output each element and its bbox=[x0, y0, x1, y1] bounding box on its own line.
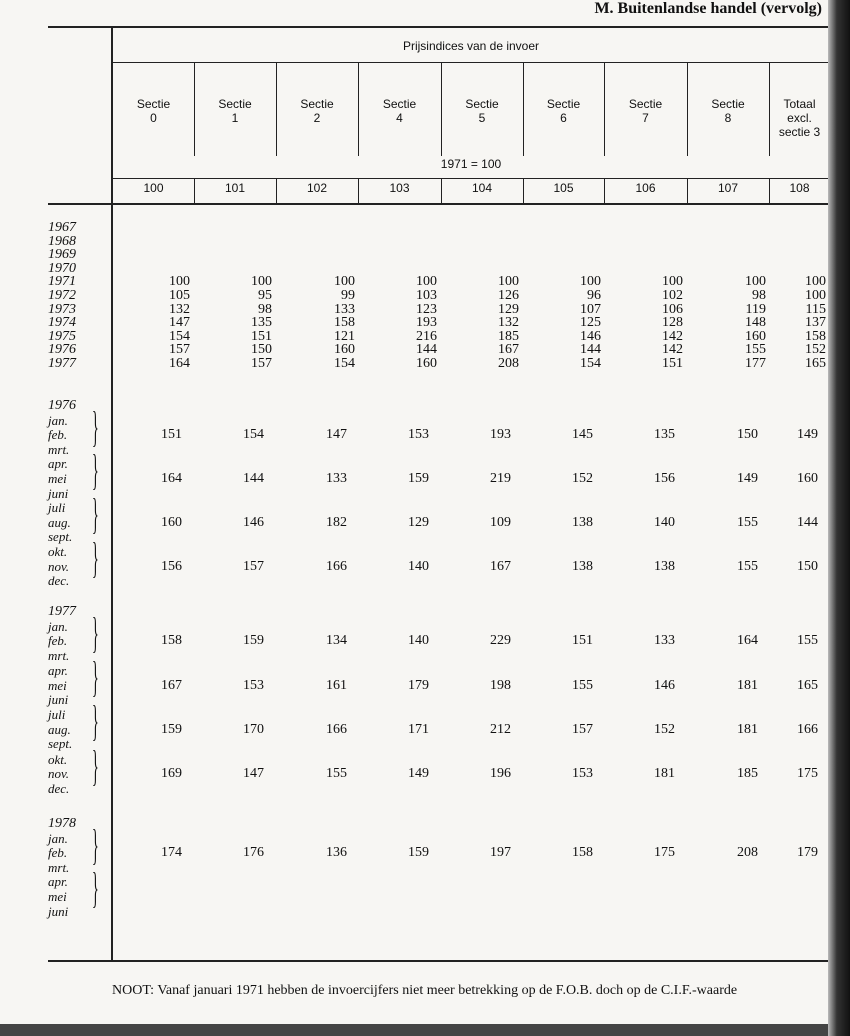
base-label: 1971 = 100 bbox=[440, 157, 502, 171]
running-head: M. Buitenlandse handel (vervolg) bbox=[594, 0, 822, 17]
table-cell: 179 bbox=[408, 677, 429, 693]
brace-icon: } bbox=[92, 406, 99, 453]
table-cell: 219 bbox=[490, 471, 511, 486]
table-cell: 100 bbox=[745, 274, 766, 290]
column-header-number: 2 bbox=[313, 111, 321, 125]
table-cell: 165 bbox=[805, 356, 826, 371]
table-cell: 109 bbox=[490, 514, 511, 530]
month-label: nov. bbox=[48, 766, 70, 782]
table-cell: 170 bbox=[243, 721, 264, 737]
table-cell: 142 bbox=[662, 328, 683, 344]
column-header-label: Sectie bbox=[136, 97, 171, 111]
table-cell: 129 bbox=[498, 301, 519, 317]
year-label: 1971 bbox=[48, 274, 76, 290]
table-cell: 181 bbox=[654, 766, 675, 782]
table-cell: 152 bbox=[654, 721, 675, 737]
table-cell: 147 bbox=[169, 315, 190, 331]
column-header-number: 1 bbox=[231, 111, 239, 125]
table-cell: 176 bbox=[243, 845, 264, 861]
table-cell: 133 bbox=[326, 471, 347, 486]
table-cell: 175 bbox=[654, 845, 675, 861]
column-header-label: Sectie bbox=[546, 97, 581, 111]
table-cell: 155 bbox=[797, 633, 818, 649]
column-header-number: 5 bbox=[478, 111, 486, 125]
column-code: 107 bbox=[717, 181, 739, 195]
column-header-number: 7 bbox=[642, 111, 649, 125]
column-header-label: Totaal bbox=[783, 97, 816, 111]
column-header bbox=[441, 97, 523, 125]
month-label: mei bbox=[48, 889, 67, 904]
month-label: mrt. bbox=[48, 647, 70, 663]
table-cell: 102 bbox=[662, 288, 683, 303]
month-label: nov. bbox=[48, 558, 70, 574]
column-code: 106 bbox=[635, 181, 656, 195]
month-label: mei bbox=[48, 677, 67, 693]
table-cell: 144 bbox=[243, 471, 264, 486]
table-cell: 96 bbox=[587, 288, 601, 303]
table-cell: 216 bbox=[416, 328, 437, 344]
table-cell: 155 bbox=[326, 766, 347, 782]
table-cell: 212 bbox=[490, 721, 511, 737]
table-cell: 98 bbox=[752, 288, 766, 303]
brace-icon: } bbox=[92, 824, 99, 871]
table-cell: 169 bbox=[161, 766, 182, 782]
table-cell: 158 bbox=[161, 633, 182, 649]
table-cell: 133 bbox=[334, 301, 355, 317]
column-header-number: 6 bbox=[560, 111, 567, 125]
month-label: jan. bbox=[48, 830, 68, 846]
year-label: 1970 bbox=[48, 260, 76, 276]
table-cell: 100 bbox=[334, 274, 355, 290]
table-cell: 156 bbox=[161, 558, 182, 574]
month-label: aug. bbox=[48, 514, 71, 530]
column-header-label: Sectie bbox=[382, 97, 417, 111]
column-header-label: Sectie bbox=[300, 97, 334, 111]
brace-icon: } bbox=[92, 450, 99, 497]
table-cell: 150 bbox=[737, 427, 758, 443]
table-cell: 193 bbox=[416, 315, 437, 331]
table-cell: 164 bbox=[161, 471, 182, 486]
table-cell: 154 bbox=[243, 427, 264, 443]
table-cell: 159 bbox=[408, 845, 429, 861]
table-cell: 155 bbox=[737, 558, 758, 574]
column-header-label: Sectie bbox=[218, 97, 252, 111]
table-cell: 153 bbox=[408, 427, 429, 443]
table-title: Prijsindices van de invoer bbox=[402, 39, 540, 53]
table-cell: 149 bbox=[408, 766, 429, 782]
month-label: mrt. bbox=[48, 441, 70, 457]
table-cell: 150 bbox=[251, 342, 272, 358]
table-cell: 142 bbox=[662, 342, 683, 358]
table-cell: 138 bbox=[572, 558, 593, 574]
brace-icon: } bbox=[92, 612, 99, 659]
table-cell: 154 bbox=[580, 356, 601, 371]
table-cell: 135 bbox=[251, 315, 272, 331]
brace-icon: } bbox=[92, 494, 99, 541]
table-cell: 193 bbox=[490, 427, 511, 443]
table-cell: 160 bbox=[161, 514, 182, 530]
month-label: juli bbox=[48, 707, 66, 723]
table-cell: 154 bbox=[169, 328, 190, 344]
year-label: 1969 bbox=[48, 247, 76, 263]
table-cell: 144 bbox=[416, 342, 437, 358]
table-cell: 155 bbox=[745, 342, 766, 358]
table-cell: 140 bbox=[408, 558, 429, 574]
table-cell: 153 bbox=[572, 766, 593, 782]
table-bottom-rule bbox=[48, 960, 830, 962]
table-cell: 181 bbox=[737, 677, 758, 693]
table-cell: 160 bbox=[745, 328, 766, 344]
table-cell: 100 bbox=[662, 274, 683, 290]
column-header bbox=[604, 97, 687, 125]
page-edge bbox=[828, 0, 850, 1036]
footnote: NOOT: Vanaf januari 1971 hebben de invoercijfers niet meer betrekking op de F.O.B. doch op de C.I.F.-waarde bbox=[112, 983, 738, 998]
table-cell: 167 bbox=[498, 342, 519, 358]
table-cell: 158 bbox=[572, 845, 593, 861]
table-cell: 140 bbox=[654, 514, 675, 530]
table-cell: 185 bbox=[737, 766, 758, 782]
table-cell: 161 bbox=[326, 677, 347, 693]
table-cell: 147 bbox=[326, 427, 347, 443]
year-label: 1976 bbox=[48, 342, 76, 358]
table-cell: 156 bbox=[654, 471, 675, 486]
column-code: 105 bbox=[553, 181, 574, 195]
column-header-label: Sectie bbox=[628, 97, 663, 111]
column-header-number: 8 bbox=[724, 111, 732, 125]
table-cell: 159 bbox=[243, 633, 264, 649]
column-header bbox=[769, 97, 830, 139]
table-cell: 119 bbox=[745, 301, 766, 317]
table-cell: 157 bbox=[169, 342, 190, 358]
column-code: 108 bbox=[789, 181, 810, 195]
year-label: 1973 bbox=[48, 301, 76, 317]
table-cell: 145 bbox=[572, 427, 593, 443]
table-cell: 159 bbox=[408, 471, 429, 486]
table-cell: 198 bbox=[490, 677, 511, 693]
table-cell: 165 bbox=[797, 677, 818, 693]
year-label: 1968 bbox=[48, 233, 76, 249]
column-header-number: 0 bbox=[150, 111, 157, 125]
stub-divider bbox=[111, 27, 113, 961]
table-cell: 151 bbox=[161, 427, 182, 443]
table-cell: 106 bbox=[662, 301, 683, 317]
brace-icon: } bbox=[92, 701, 99, 748]
table-cell: 167 bbox=[490, 558, 511, 574]
table-cell: 100 bbox=[805, 274, 826, 290]
month-label: mrt. bbox=[48, 859, 70, 875]
table-cell: 140 bbox=[408, 633, 429, 649]
table-cell: 179 bbox=[797, 845, 818, 861]
year-label: 1975 bbox=[48, 328, 76, 344]
table-cell: 197 bbox=[490, 845, 511, 861]
header-rule bbox=[112, 62, 830, 63]
table-cell: 171 bbox=[408, 721, 429, 737]
table-cell: 146 bbox=[243, 514, 264, 530]
table-cell: 159 bbox=[161, 721, 182, 737]
table-cell: 100 bbox=[416, 274, 437, 290]
column-header bbox=[276, 97, 358, 125]
table-cell: 148 bbox=[745, 315, 766, 331]
table-cell: 144 bbox=[580, 342, 601, 358]
table-cell: 100 bbox=[580, 274, 601, 290]
table-cell: 158 bbox=[805, 328, 826, 344]
month-label: feb. bbox=[48, 633, 68, 649]
table-cell: 126 bbox=[498, 288, 519, 303]
table-cell: 166 bbox=[326, 558, 347, 574]
table-cell: 166 bbox=[797, 721, 818, 737]
table-cell: 115 bbox=[805, 301, 826, 317]
table-cell: 132 bbox=[498, 315, 519, 331]
table-cell: 121 bbox=[334, 328, 355, 344]
brace-icon: } bbox=[92, 868, 99, 915]
column-header bbox=[358, 97, 441, 125]
table-cell: 125 bbox=[580, 315, 601, 331]
table-cell: 151 bbox=[662, 356, 683, 371]
column-header bbox=[113, 97, 194, 125]
table-cell: 155 bbox=[572, 677, 593, 693]
table-cell: 128 bbox=[662, 315, 683, 331]
table-cell: 105 bbox=[169, 288, 190, 303]
month-label: feb. bbox=[48, 427, 68, 443]
table-cell: 107 bbox=[580, 301, 601, 317]
table-cell: 150 bbox=[797, 558, 818, 574]
year-label: 1974 bbox=[48, 315, 76, 331]
table-cell: 229 bbox=[490, 633, 511, 649]
table-cell: 98 bbox=[258, 301, 272, 317]
year-label: 1976 bbox=[48, 398, 76, 413]
month-label: dec. bbox=[48, 780, 70, 796]
brace-icon: } bbox=[92, 745, 99, 792]
table-cell: 160 bbox=[334, 342, 355, 358]
month-label: juni bbox=[48, 903, 69, 919]
table-cell: 175 bbox=[797, 766, 818, 782]
table-cell: 99 bbox=[341, 288, 355, 303]
table-cell: 153 bbox=[243, 677, 264, 693]
month-label: juli bbox=[48, 500, 66, 516]
table-cell: 164 bbox=[169, 356, 190, 371]
table-cell: 160 bbox=[416, 356, 437, 371]
table-cell: 146 bbox=[580, 328, 601, 344]
table-cell: 100 bbox=[169, 274, 190, 290]
table-cell: 152 bbox=[805, 342, 826, 358]
scan-border bbox=[0, 1024, 850, 1036]
column-header bbox=[687, 97, 769, 125]
table-cell: 136 bbox=[326, 845, 347, 861]
month-label: juni bbox=[48, 692, 69, 708]
table-cell: 100 bbox=[498, 274, 519, 290]
table-cell: 100 bbox=[251, 274, 272, 290]
table-cell: 132 bbox=[169, 301, 190, 317]
table-cell: 164 bbox=[737, 633, 758, 649]
table-cell: 151 bbox=[251, 328, 272, 344]
month-label: okt. bbox=[48, 544, 68, 559]
code-rule bbox=[112, 178, 830, 179]
month-label: sept. bbox=[48, 736, 73, 752]
table-cell: 95 bbox=[258, 288, 272, 303]
month-label: aug. bbox=[48, 721, 71, 737]
table-cell: 157 bbox=[251, 356, 272, 371]
table-cell: 129 bbox=[408, 514, 429, 530]
table-cell: 149 bbox=[737, 471, 758, 486]
month-label: okt. bbox=[48, 751, 68, 767]
table-cell: 154 bbox=[334, 356, 355, 371]
column-code: 104 bbox=[471, 181, 493, 195]
table-cell: 157 bbox=[243, 558, 264, 574]
table-cell: 208 bbox=[737, 845, 758, 861]
column-code: 101 bbox=[224, 181, 246, 195]
table-cell: 100 bbox=[805, 288, 826, 303]
table-cell: 103 bbox=[416, 288, 437, 303]
table-cell: 174 bbox=[161, 845, 182, 861]
table-cell: 146 bbox=[654, 677, 675, 693]
column-code: 103 bbox=[389, 181, 410, 195]
year-label: 1977 bbox=[48, 604, 76, 619]
table-cell: 177 bbox=[745, 356, 766, 371]
table-cell: 160 bbox=[797, 471, 818, 486]
table-cell: 152 bbox=[572, 471, 593, 486]
table-cell: 185 bbox=[498, 328, 519, 344]
month-label: dec. bbox=[48, 573, 70, 589]
month-label: apr. bbox=[48, 874, 68, 890]
body-rule bbox=[48, 203, 830, 205]
table-cell: 167 bbox=[161, 677, 182, 693]
year-label: 1972 bbox=[48, 288, 76, 303]
table-cell: 155 bbox=[737, 514, 758, 530]
column-header bbox=[194, 97, 276, 125]
year-label: 1978 bbox=[48, 816, 76, 831]
table-cell: 147 bbox=[243, 766, 264, 782]
column-code: 102 bbox=[306, 181, 328, 195]
column-header-number: 4 bbox=[396, 111, 403, 125]
table-cell: 134 bbox=[326, 633, 347, 649]
month-label: apr. bbox=[48, 662, 68, 678]
table-cell: 182 bbox=[326, 514, 347, 530]
table-cell: 133 bbox=[654, 633, 675, 649]
brace-icon: } bbox=[92, 537, 99, 585]
year-label: 1977 bbox=[48, 356, 76, 371]
table-cell: 137 bbox=[805, 315, 826, 331]
brace-icon: } bbox=[92, 656, 99, 704]
table-cell: 149 bbox=[797, 427, 818, 443]
table-cell: 135 bbox=[654, 427, 675, 443]
month-label: apr. bbox=[48, 456, 68, 472]
table-cell: 208 bbox=[498, 356, 519, 371]
column-header bbox=[523, 97, 604, 125]
month-label: mei bbox=[48, 471, 67, 486]
month-label: jan. bbox=[48, 618, 68, 634]
table-cell: 138 bbox=[572, 514, 593, 530]
column-header-number: excl. sectie 3 bbox=[778, 111, 821, 139]
table-top-rule bbox=[48, 26, 830, 28]
month-label: juni bbox=[48, 485, 69, 501]
column-header-label: Sectie bbox=[465, 97, 499, 111]
table-cell: 157 bbox=[572, 721, 593, 737]
column-header-label: Sectie bbox=[711, 97, 745, 111]
year-label: 1967 bbox=[48, 220, 76, 235]
month-label: feb. bbox=[48, 845, 68, 861]
column-code: 100 bbox=[143, 181, 164, 195]
table-cell: 123 bbox=[416, 301, 437, 317]
table-cell: 138 bbox=[654, 558, 675, 574]
table-cell: 196 bbox=[490, 766, 511, 782]
table-cell: 181 bbox=[737, 721, 758, 737]
table-cell: 166 bbox=[326, 721, 347, 737]
table-cell: 158 bbox=[334, 315, 355, 331]
table-cell: 151 bbox=[572, 633, 593, 649]
table-cell: 144 bbox=[797, 514, 818, 530]
month-label: jan. bbox=[48, 412, 68, 428]
month-label: sept. bbox=[48, 529, 73, 545]
